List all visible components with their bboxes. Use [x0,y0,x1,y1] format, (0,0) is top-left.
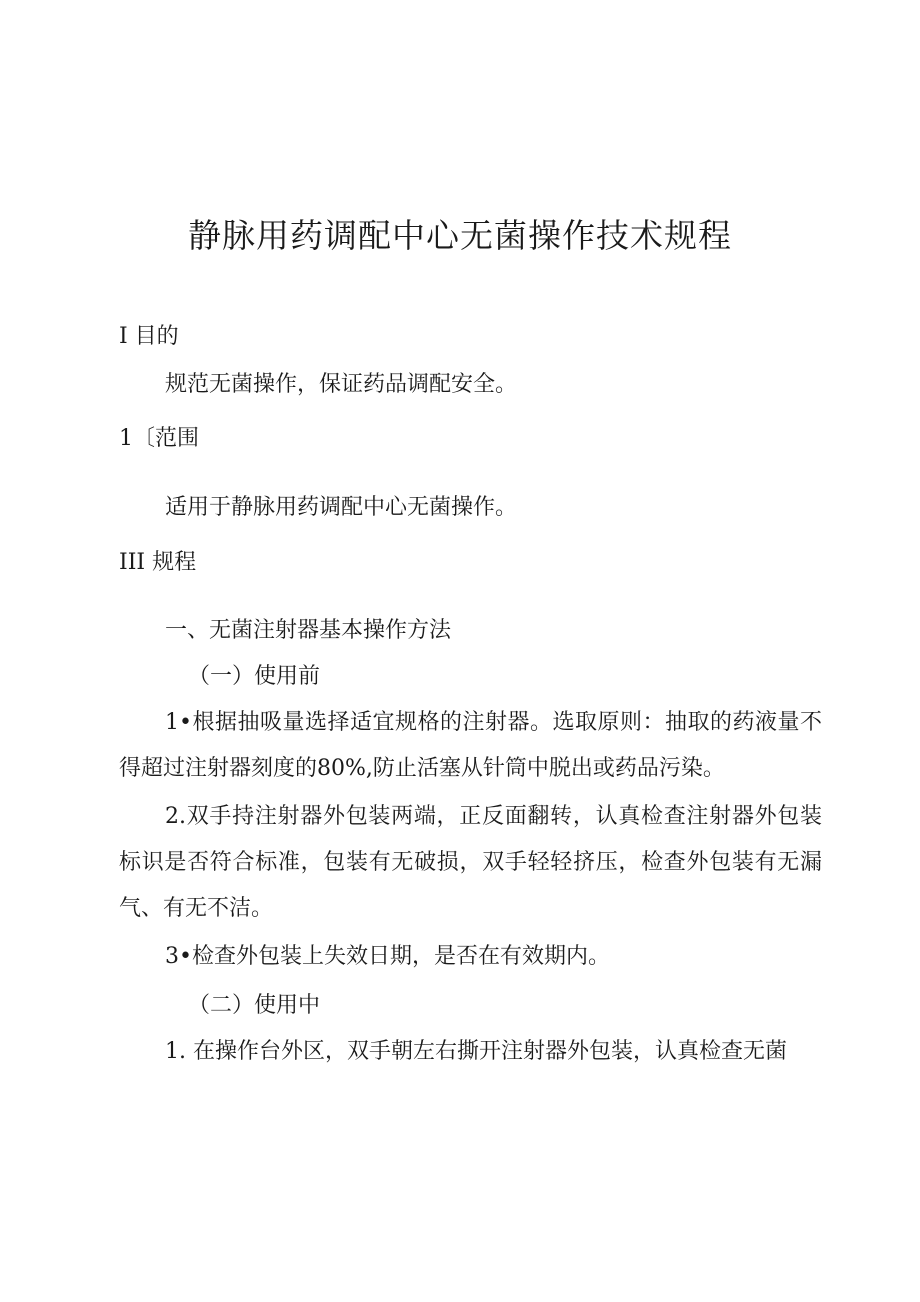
before-use-item-1: 1•根据抽吸量选择适宜规格的注射器。选取原则：抽取的药液量不得超过注射器刻度的80%,防止活塞从针筒中脱出或药品污染。 [119,710,822,781]
before-use-label: （一）使用前 [188,664,321,689]
during-use-label: （二）使用中 [188,993,321,1018]
procedure-subheading: 一、无菌注射器基本操作方法 [165,618,452,643]
section-procedure-heading: III 规程 [119,550,197,575]
section-scope-body: 适用于静脉用药调配中心无菌操作。 [165,495,518,520]
before-use-item-3: 3•检查外包装上失效日期，是否在有效期内。 [165,944,610,969]
document-title: 静脉用药调配中心无菌操作技术规程 [188,216,732,255]
during-use-item-1: 1. 在操作台外区，双手朝左右撕开注射器外包装，认真检查无菌 [165,1039,787,1064]
section-purpose-body: 规范无菌操作，保证药品调配安全。 [165,372,518,397]
before-use-item-2: 2.双手持注射器外包装两端，正反面翻转，认真检查注射器外包装标识是否符合标准，包装有无破损，双手轻轻挤压，检查外包装有无漏气、有无不洁。 [119,804,822,921]
section-purpose-heading: I 目的 [119,324,179,349]
section-scope-heading: 1〔范围 [119,426,199,451]
